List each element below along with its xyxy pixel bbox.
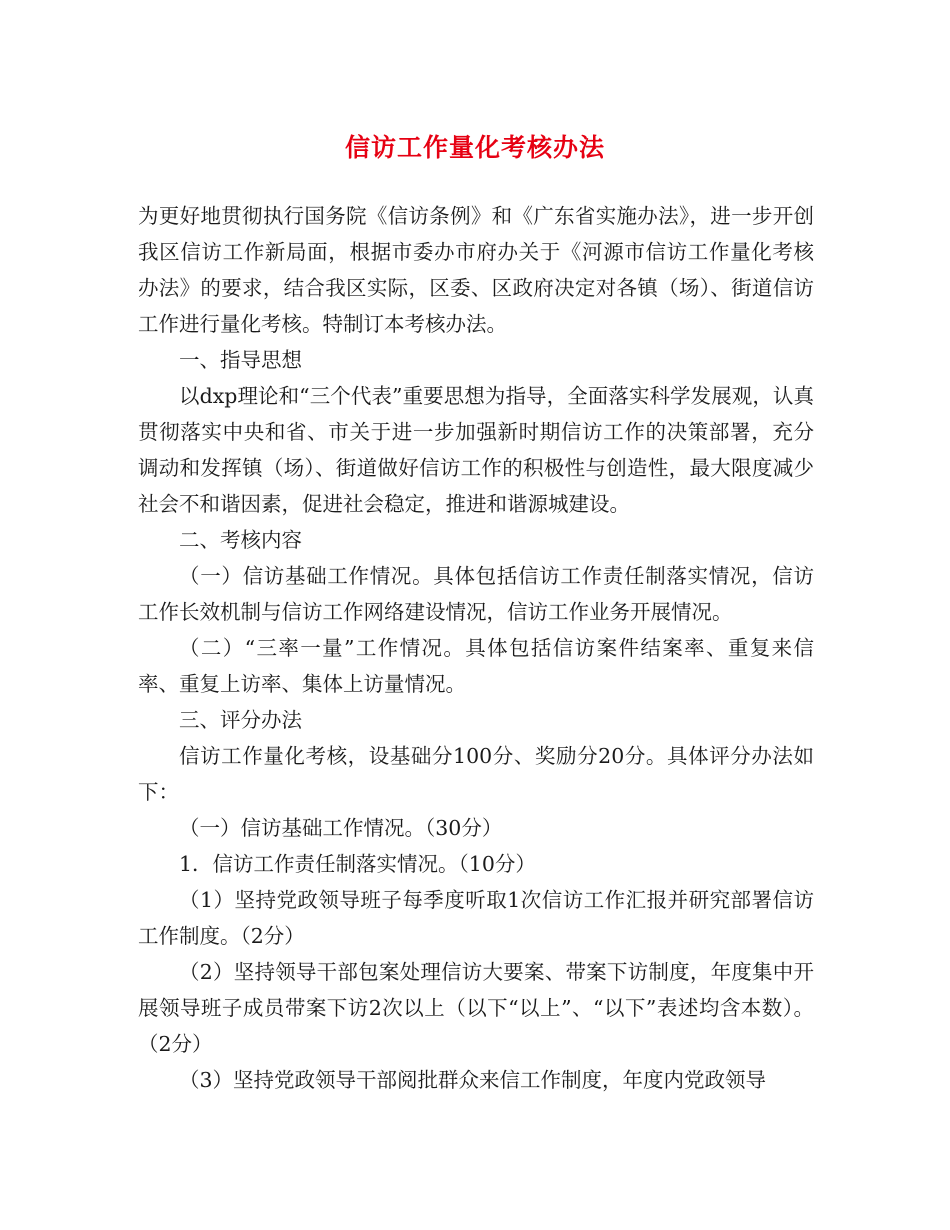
paragraph-guiding-thought: 以dxp理论和“三个代表”重要思想为指导，全面落实科学发展观，认真贯彻落实中央和省、市关于进一步加强新时期信访工作的决策部署，充分调动和发挥镇（场）、街道做好信访工作的积极性与创造性，最大限度减少社会不和谐因素，促进社会稳定，推进和谐源城建设。: [138, 384, 814, 516]
paragraph-scoring-point-3: （3）坚持党政领导干部阅批群众来信工作制度，年度内党政领导: [179, 1068, 767, 1092]
intro-paragraph: 为更好地贯彻执行国务院《信访条例》和《广东省实施办法》，进一步开创我区信访工作新局面，根据市委办市府办关于《河源市信访工作量化考核办法》的要求，结合我区实际，区委、区政府决定对各镇（场）、街道信访工作进行量化考核。特制订本考核办法。: [138, 204, 814, 336]
section-heading-guiding-thought: 一、指导思想: [179, 348, 302, 372]
paragraph-scoring-point-1: （1）坚持党政领导班子每季度听取1次信访工作汇报并研究部署信访工作制度。（2分）: [138, 888, 814, 948]
paragraph-scoring-subsection-1: （一）信访基础工作情况。（30分）: [179, 816, 503, 840]
paragraph-scoring-point-2: （2）坚持领导干部包案处理信访大要案、带案下访制度，年度集中开展领导班子成员带案下访2次以上（以下“以上”、“以下”表述均含本数）。（2分）: [138, 960, 814, 1056]
document-title: 信访工作量化考核办法: [344, 133, 605, 162]
document-body: [138, 198, 814, 1098]
section-heading-scoring-method: 三、评分办法: [179, 708, 302, 732]
paragraph-content-item-1: （一）信访基础工作情况。具体包括信访工作责任制落实情况，信访工作长效机制与信访工作网络建设情况，信访工作业务开展情况。: [138, 564, 814, 624]
paragraph-scoring-intro: 信访工作量化考核，设基础分100分、奖励分20分。具体评分办法如下：: [138, 744, 814, 804]
paragraph-content-item-2: （二）“三率一量”工作情况。具体包括信访案件结案率、重复来信率、重复上访率、集体上访量情况。: [138, 636, 814, 696]
paragraph-scoring-item-1: 1．信访工作责任制落实情况。（10分）: [179, 852, 536, 876]
section-heading-assessment-content: 二、考核内容: [179, 528, 302, 552]
